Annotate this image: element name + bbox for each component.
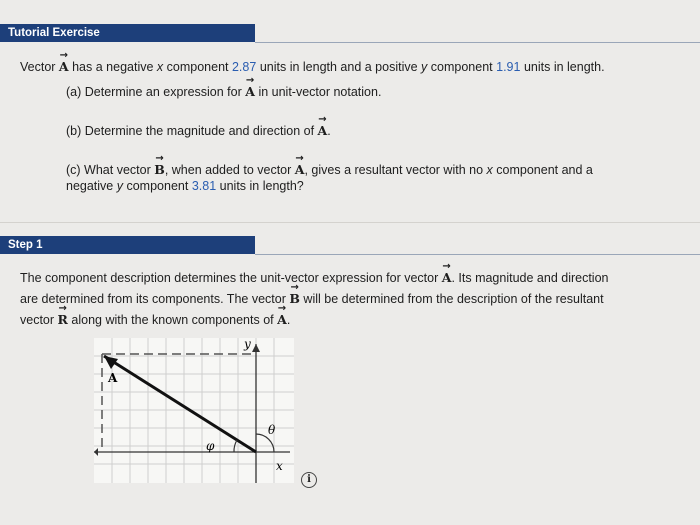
vector-a-label: A bbox=[108, 371, 118, 385]
y-axis-label: y bbox=[244, 338, 251, 351]
vector-diagram bbox=[94, 338, 294, 483]
vector-r-symbol: R → bbox=[58, 310, 68, 329]
vector-b-symbol: B → bbox=[289, 289, 300, 308]
x-axis-label: x bbox=[276, 459, 283, 473]
vector-a-symbol: A → bbox=[59, 57, 69, 76]
step-title: Step 1 bbox=[8, 239, 43, 251]
question-b: (b) Determine the magnitude and direction of A →. bbox=[66, 121, 331, 141]
question-c-line2: negative y component 3.81 units in length? bbox=[66, 179, 304, 193]
question-a: (a) Determine an expression for A → in unit-vector notation. bbox=[66, 82, 381, 102]
tutorial-title: Tutorial Exercise bbox=[8, 27, 100, 39]
resultant-y-value: 3.81 bbox=[191, 179, 217, 193]
vector-a-symbol: A → bbox=[277, 310, 287, 329]
step-line-2: are determined from its components. The vector B → will be determined from the description of the resultant bbox=[20, 289, 604, 309]
tutorial-header bbox=[0, 24, 255, 42]
x-component-value: 2.87 bbox=[231, 60, 257, 74]
step-header-rule bbox=[255, 254, 700, 255]
y-component-value: 1.91 bbox=[496, 60, 521, 74]
question-c-line1: (c) What vector B →, when added to vector A →, gives a resultant vector with no x component and a bbox=[66, 160, 593, 180]
step-header bbox=[0, 236, 255, 254]
vector-b-symbol: B → bbox=[154, 160, 165, 179]
vector-a-symbol: A → bbox=[245, 82, 255, 101]
step-line-3: vector R → along with the known components of A →. bbox=[20, 310, 290, 330]
theta-label: θ bbox=[268, 423, 276, 437]
step-line-1: The component description determines the unit-vector expression for vector A →. Its magnitude and direction bbox=[20, 268, 609, 288]
vector-a-symbol: A → bbox=[318, 121, 328, 140]
section-divider bbox=[0, 222, 700, 223]
problem-statement: Vector A → has a negative x component 2.87 units in length and a positive y component 1.91 units in length. bbox=[20, 57, 605, 77]
vector-a-symbol: A → bbox=[295, 160, 305, 179]
vector-a-symbol: A → bbox=[442, 268, 452, 287]
phi-label: φ bbox=[206, 439, 215, 453]
info-icon[interactable]: i bbox=[301, 472, 317, 488]
tutorial-header-rule bbox=[255, 42, 700, 43]
